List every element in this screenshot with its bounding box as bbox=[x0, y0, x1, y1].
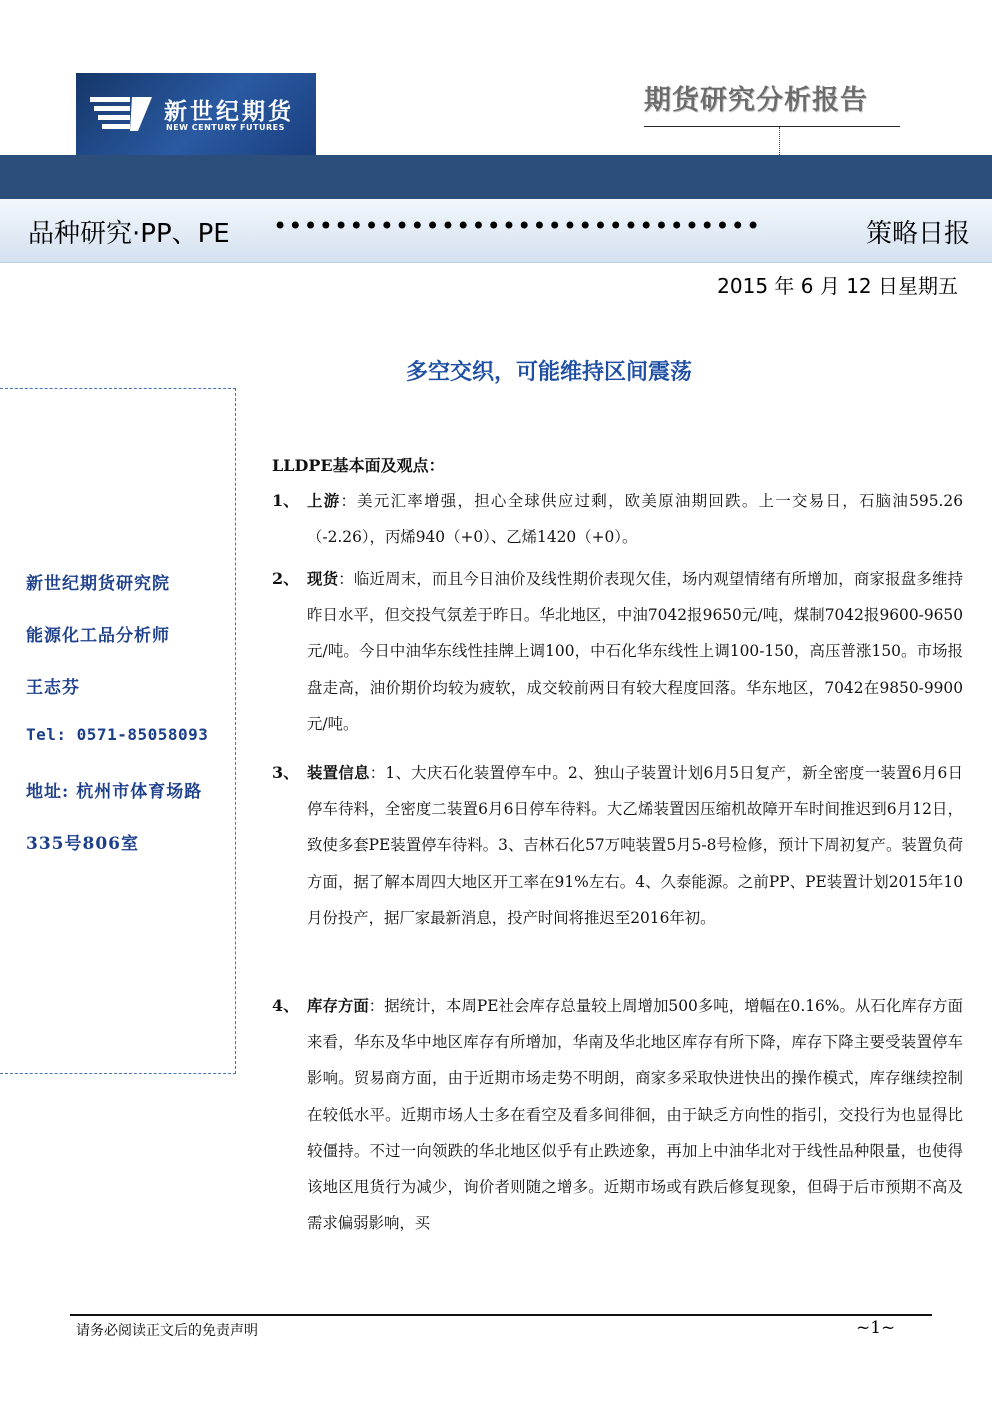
logo-cn-text: 新世纪期货 bbox=[164, 98, 294, 125]
item-text: ：据统计，本周PE社会库存总量较上周增加500多吨，增幅在0.16%。从石化库存方面来看，华东及华中地区库存有所增加，华南及华北地区库存有所下降，库存下降主要受装置停车影响。贸易商方面，由于近期市场走势不明朗，商家多采取快进快出的操作模式，库存继续控制在较低水平。近期市场人士多在看空及看多间徘徊，由于缺乏方向性的指引，交投行为也显得比较僵持。不过一向领跌的华北地区似乎有止跌迹象，再加上中油华北对于线性品种限量，也使得该地区甩货行为减少，询价者则随之增多。近期市场或有跌后修复现象，但碍于后市预期不高及需求偏弱影响，买 bbox=[307, 997, 963, 1233]
item-number: 1、 bbox=[272, 491, 300, 510]
item-number: 4、 bbox=[272, 996, 300, 1015]
author-role: 能源化工品分析师 bbox=[26, 626, 170, 646]
item-body bbox=[307, 755, 963, 936]
headline: 多空交织，可能维持区间震荡 bbox=[406, 360, 693, 385]
disclaimer-note: 请务必阅读正文后的免责声明 bbox=[76, 1323, 258, 1339]
report-kind: 策略日报 bbox=[865, 219, 970, 249]
author-address-line2: 335号806室 bbox=[26, 834, 139, 854]
item-body bbox=[307, 561, 963, 742]
footer-rule bbox=[70, 1314, 932, 1316]
logo-en-text: NEW CENTURY FUTURES bbox=[166, 123, 285, 132]
author-org: 新世纪期货研究院 bbox=[26, 574, 170, 594]
page-number: ~1~ bbox=[856, 1318, 896, 1338]
item-label: 装置信息 bbox=[307, 764, 370, 782]
header-rule bbox=[644, 126, 900, 127]
item-body bbox=[307, 483, 963, 555]
category-title: 品种研究·PP、PE bbox=[28, 219, 230, 249]
author-tel: Tel: 0571-85058093 bbox=[26, 725, 209, 744]
item-label: 现货 bbox=[307, 570, 339, 588]
author-sidebar bbox=[0, 388, 236, 1074]
logo-mark-icon bbox=[90, 95, 152, 135]
item-text: ：1、大庆石化装置停车中。2、独山子装置计划6月5日复产，新全密度一装置6月6日停车待料，全密度二装置6月6日停车待料。大乙烯装置因压缩机故障开车时间推迟到6月12日，致使多套PE装置停车待料。3、吉林石化57万吨装置5月5-8号检修，预计下周初复产。装置负荷方面，据了解本周四大地区开工率在91%左右。4、久泰能源。之前PP、PE装置计划2015年10月份投产，据厂家最新消息，投产时间将推迟至2016年初。 bbox=[307, 764, 963, 927]
item-text: ：美元汇率增强，担心全球供应过剩，欧美原油期回跌。上一交易日，石脑油595.26（-2.26），丙烯940（+0）、乙烯1420（+0）。 bbox=[307, 492, 963, 547]
author-name: 王志芬 bbox=[26, 678, 80, 698]
item-number: 2、 bbox=[272, 569, 300, 588]
author-address-line1: 地址: 杭州市体育场路 bbox=[26, 782, 203, 802]
item-body bbox=[307, 988, 963, 1241]
header-band bbox=[0, 155, 992, 199]
header-tick bbox=[779, 127, 781, 155]
item-text: ：临近周末，而且今日油价及线性期价表现欠佳，场内观望情绪有所增加，商家报盘多维持昨日水平，但交投气氛差于昨日。华北地区，中油7042报9650元/吨，煤制7042报9600-9650元/吨。今日中油华东线性挂牌上调100，中石化华东线性上调100-150，高压普涨150。市场报盘走高，油价期价均较为疲软，成交较前两日有较大程度回落。华东地区，7042在9850-9900元/吨。 bbox=[307, 570, 963, 733]
section-title: LLDPE基本面及观点： bbox=[272, 456, 445, 475]
report-date: 2015 年 6 月 12 日星期五 bbox=[717, 274, 958, 298]
item-label: 上游 bbox=[307, 492, 341, 510]
item-number: 3、 bbox=[272, 763, 300, 782]
report-type-title: 期货研究分析报告 bbox=[644, 85, 868, 116]
title-band bbox=[0, 199, 992, 263]
leader-dots: •••••••••••••••••••••••••••••••• bbox=[273, 212, 762, 240]
item-label: 库存方面 bbox=[307, 997, 369, 1015]
company-logo bbox=[76, 73, 316, 155]
